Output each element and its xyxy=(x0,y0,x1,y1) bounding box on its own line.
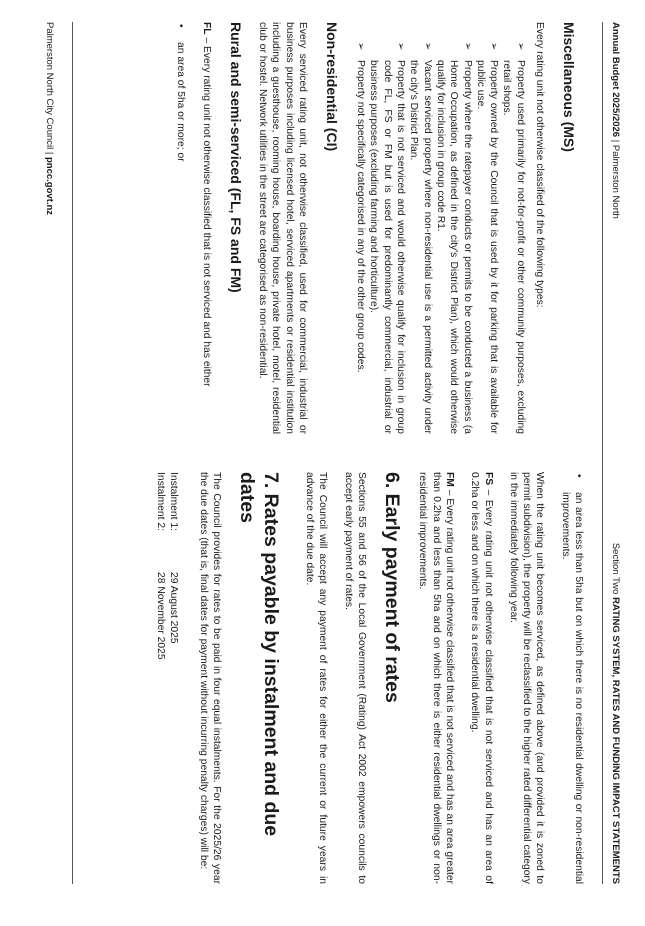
list-item: ➢ Vacant serviced property where non-residential use is a permitted activity under the city's District Plan. xyxy=(408,42,433,434)
instalment-date: 29 August 2025 xyxy=(168,572,180,644)
header-city: Palmerston North xyxy=(610,144,621,219)
fs-code: FS xyxy=(482,472,494,486)
list-item: • an area of 5ha or more; or xyxy=(175,24,187,162)
section-label: Section Two xyxy=(610,542,621,598)
header-divider xyxy=(602,22,603,884)
arrow-bullet-icon: ➢ xyxy=(461,42,473,51)
footer-org: Palmerston North City Council xyxy=(44,22,55,150)
fm-definition: FM – Every rating unit not otherwise classified that is not serviced and has an area greater than 0.2ha and less than 5ha and on which there is either residential dwellings or non-residential improvements. xyxy=(417,472,455,884)
misc-heading: Miscellaneous (MS) xyxy=(561,22,577,152)
arrow-bullet-icon: ➢ xyxy=(514,42,526,51)
arrow-bullet-icon: ➢ xyxy=(395,42,407,51)
nonres-text: Every serviced rating unit, not otherwise classified, used for commercial, industrial or business purposes including licensed hotel, serviced apartments or residential institution including a guesthouse, rooming house, boarding house, private hotel, motel, residential club or hostel. Network utilities in the street are categorised as non-residential. xyxy=(256,22,308,434)
table-row xyxy=(154,472,167,660)
left-column xyxy=(162,22,585,434)
arrow-bullet-icon: ➢ xyxy=(488,42,500,51)
list-item: ➢ Property that is not serviced and would otherwise qualify for inclusion in group code FL, FS or FM but is used for predominantly commercial, industrial or business purposes (excluding farming and horticulture). xyxy=(368,42,407,434)
footer-divider xyxy=(72,22,73,884)
fl-code: FL xyxy=(200,22,212,35)
instalment-label: Instalment 2: xyxy=(154,472,166,531)
early-payment-p2: The Council will accept any payment of rates for either the current or future years in advance of the due date. xyxy=(304,472,329,884)
bullet-icon: • xyxy=(175,24,187,28)
instalment-date: 28 November 2025 xyxy=(154,572,166,660)
serviced-text: When the rating unit becomes serviced, as defined above (and provided it is zoned to permit subdivision), the property will be reclassified to the higher rated differential category in the immediately following year. xyxy=(507,472,546,884)
rural-heading: Rural and semi-serviced (FL, FS and FM) xyxy=(227,22,244,293)
bullet-icon: • xyxy=(573,474,584,478)
page-header-left xyxy=(610,22,621,219)
page-header-right xyxy=(610,543,621,884)
list-item: ➢ Property not specifically categorised in any of the other group codes. xyxy=(355,42,367,373)
footer-separator: | xyxy=(44,149,55,157)
misc-list xyxy=(354,22,527,434)
list-item: ➢ Property where the ratepayer conducts or permits to be conducted a business (a Home Occupation, as defined in the city's District Plan), which would otherwise qualify for inclusion in group code R1. xyxy=(434,42,473,434)
fl-list xyxy=(174,22,187,434)
instalment-text: The Council provides for rates to be paid in four equal instalments. For the 2025/26 year the due dates (that is, final dates for payment without incurring penalty charges) will be: xyxy=(197,472,222,884)
arrow-bullet-icon: ➢ xyxy=(421,42,433,51)
instalment-table xyxy=(154,472,181,660)
right-column xyxy=(154,472,585,884)
list-item: ➢ Property owned by the Council that is used by it for parking that is available for public use. xyxy=(474,42,500,434)
fl-list-continued xyxy=(558,472,585,884)
early-payment-p1: Sections 55 and 56 of the Local Government (Rating) Act 2002 empowers councils to accept early payment of rates. xyxy=(342,472,368,884)
list-item: ➢ Property used primarily for not-for-profit or other community purposes, excluding retail shops. xyxy=(501,42,526,434)
misc-intro: Every rating unit not otherwise classified of the following types: xyxy=(534,22,545,308)
header-separator: | xyxy=(610,137,621,145)
section-title: RATING SYSTEM, RATES AND FUNDING IMPACT STATEMENTS xyxy=(610,597,621,884)
fl-definition: FL – Every rating unit not otherwise classified that is not serviced and has either xyxy=(200,22,212,387)
fs-definition: FS – Every rating unit not otherwise classified that is not serviced and has an area of 0.2ha or less and on which there is a residential dwelling. xyxy=(469,472,494,884)
list-item: • an area less than 5ha but on which there is no residential dwelling or non-residential improvements. xyxy=(559,474,584,884)
budget-title: Annual Budget 2025/2026 xyxy=(610,22,621,138)
arrow-bullet-icon: ➢ xyxy=(355,42,367,51)
footer-url[interactable]: pncc.govt.nz xyxy=(44,157,55,216)
nonres-heading: Non-residential (CI) xyxy=(323,22,340,152)
instalment-heading: 7. Rates payable by instalment and due dates xyxy=(235,472,282,837)
table-row xyxy=(167,472,180,660)
early-payment-heading: 6. Early payment of rates xyxy=(381,472,404,703)
instalment-label: Instalment 1: xyxy=(168,472,180,531)
fm-code: FM xyxy=(443,472,455,487)
page-footer xyxy=(44,22,55,215)
